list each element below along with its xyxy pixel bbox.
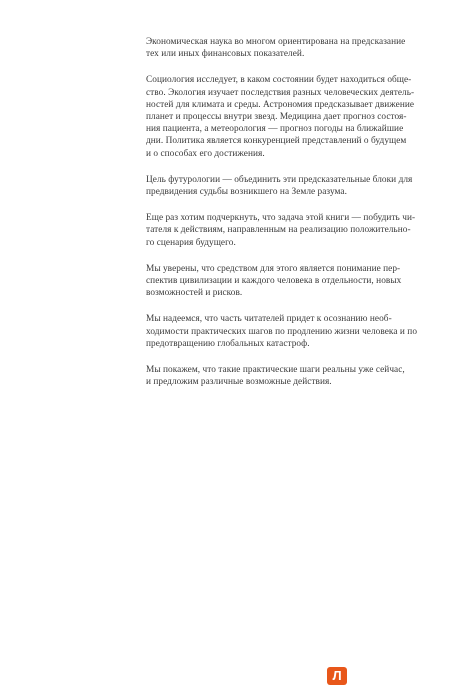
text-line: Экономическая наука во многом ориентирована на предсказание bbox=[146, 37, 406, 47]
text-line: ния пациента, а метеорология — прогноз погоды на ближайшие bbox=[146, 124, 404, 135]
paragraph-futurology-goal bbox=[146, 174, 433, 198]
text-line: планет и процессы внутри звезд. Медицина дает прогноз состоя- bbox=[146, 112, 407, 123]
text-line: тателя к действиям, направленным на реализацию положительно- bbox=[146, 225, 411, 236]
text-line: Мы покажем, что такие практические шаги реальны уже сейчас, bbox=[146, 365, 405, 376]
publisher-logo-icon bbox=[327, 667, 347, 685]
text-line: предотвращению глобальных катастроф. bbox=[146, 338, 310, 349]
text-line: ностей для климата и среды. Астрономия предсказывает движение bbox=[146, 99, 415, 110]
text-line: го сценария будущего. bbox=[146, 237, 236, 248]
paragraph-understanding bbox=[146, 263, 433, 300]
text-line: тех или иных финансовых показателей. bbox=[146, 49, 305, 60]
text-line: ходимости практических шагов по продлению жизни человека и по bbox=[146, 326, 418, 337]
text-line: ство. Экология изучает последствия разных человеческих деятель- bbox=[146, 87, 415, 98]
paragraph-practical-steps bbox=[146, 364, 433, 388]
text-line: Мы надеемся, что часть читателей придет к осознанию необ- bbox=[146, 314, 392, 325]
text-line: и о способах его достижения. bbox=[146, 148, 265, 159]
text-line: предвидения судьбы возникшего на Земле разума. bbox=[146, 187, 347, 198]
publisher-logo-glyph: Л bbox=[332, 668, 342, 683]
text-line: дни. Политика является конкуренцией представлений о будущем bbox=[146, 136, 407, 147]
text-line: Цель футурологии — объединить эти предсказательные блоки для bbox=[146, 174, 413, 185]
text-line: Мы уверены, что средством для этого является понимание пер- bbox=[146, 263, 401, 274]
text-line: Еще раз хотим подчеркнуть, что задача этой книги — побудить чи- bbox=[146, 213, 416, 224]
text-line: возможностей и рисков. bbox=[146, 288, 243, 299]
paragraph-economics bbox=[146, 36, 433, 60]
paragraph-hope bbox=[146, 313, 433, 350]
text-line: спектив цивилизации и каждого человека в отдельности, новых bbox=[146, 276, 402, 287]
paragraph-sciences bbox=[146, 74, 433, 159]
paragraph-book-task bbox=[146, 212, 433, 249]
text-line: Социология исследует, в каком состоянии будет находиться обще- bbox=[146, 75, 412, 86]
text-line: и предложим различные возможные действия. bbox=[146, 377, 332, 388]
text-column bbox=[146, 36, 433, 402]
